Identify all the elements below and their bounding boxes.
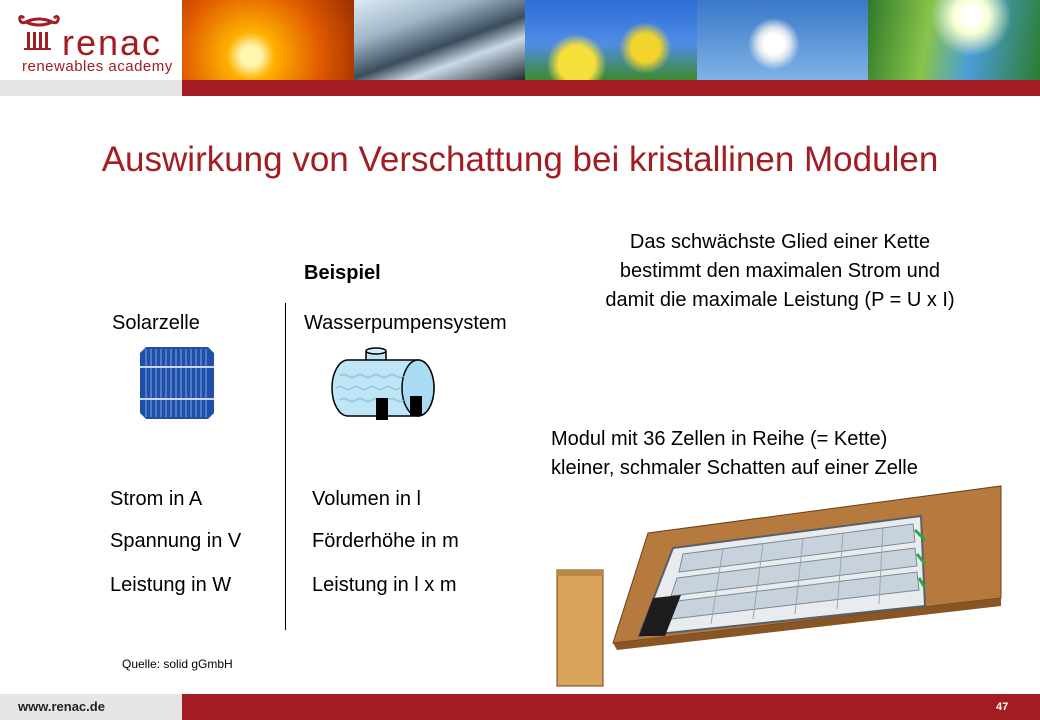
note-line-2: bestimmt den maximalen Strom und: [619, 260, 941, 282]
volume-label: Volumen in l: [312, 488, 421, 510]
solar-cell-heading: Solarzelle: [112, 312, 200, 334]
banner-rapeseed-photo: [525, 0, 697, 80]
shaded-module-illustration: [553, 478, 1003, 690]
note-line-1: Das schwächste Glied einer Kette: [629, 231, 931, 253]
module-description: [551, 425, 918, 483]
photo-banner: [182, 0, 1040, 80]
water-tank-icon: [330, 346, 440, 422]
module-line-1: Modul mit 36 Zellen in Reihe (= Kette): [551, 428, 888, 450]
head-height-label: Förderhöhe in m: [312, 530, 459, 552]
weakest-link-note: [560, 228, 1000, 315]
banner-corn-sun-photo: [868, 0, 1040, 80]
module-line-2: kleiner, schmaler Schatten auf einer Zelle: [551, 457, 918, 479]
pump-system-heading: Wasserpumpensystem: [304, 312, 507, 334]
banner-sunset-photo: [182, 0, 354, 80]
header: [0, 0, 1040, 96]
logo-brand: renac: [62, 22, 163, 63]
logo-tagline: renewables academy: [22, 58, 173, 75]
logo-underbar: [0, 80, 182, 96]
comparison-divider: [285, 303, 286, 630]
footer-red-bar: [182, 694, 1040, 720]
banner-dandelion-photo: [697, 0, 869, 80]
slide-title: Auswirkung von Verschattung bei kristallinen Modulen: [101, 140, 939, 179]
footer-url-link[interactable]: www.renac.de: [18, 699, 105, 714]
source-note: Quelle: solid gGmbH: [122, 657, 233, 671]
solar-cell-icon: [140, 347, 214, 419]
header-red-bar: [182, 80, 1040, 96]
current-label: Strom in A: [110, 488, 203, 510]
power-w-label: Leistung in W: [110, 574, 232, 596]
example-heading: Beispiel: [304, 262, 381, 284]
banner-waterfall-photo: [354, 0, 526, 80]
power-lxm-label: Leistung in l x m: [312, 574, 457, 596]
page-number: 47: [996, 701, 1009, 713]
voltage-label: Spannung in V: [110, 530, 242, 552]
note-line-3: damit die maximale Leistung (P = U x I): [605, 289, 955, 311]
renac-logo-icon: [16, 8, 62, 54]
